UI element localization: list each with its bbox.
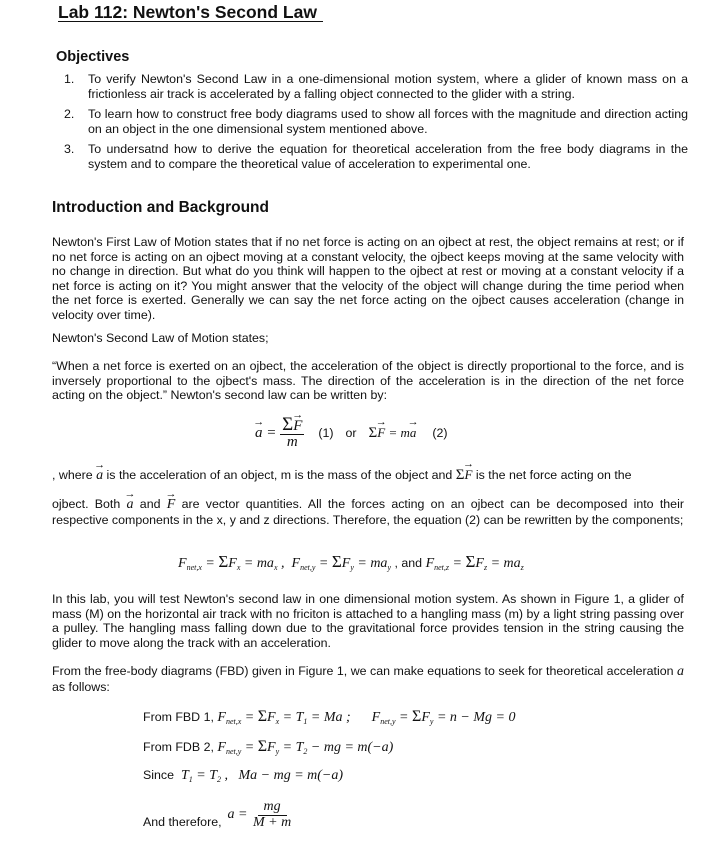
both-text-2: and xyxy=(139,497,161,511)
fdb2-label: From FDB 2, xyxy=(143,740,214,754)
objectives-list xyxy=(64,72,688,178)
equation-2: Σ→ F = m→ a xyxy=(369,426,417,441)
list-text: To undersatnd how to derive the equation for theoretical acceleration from the free body diagrams in the system and to compare the theoretical value of acceleration to experimental one. xyxy=(88,142,688,171)
fbd1-label: From FBD 1, xyxy=(143,710,214,724)
equation-1: → a = $\frac{\Sigma\to F}{m}$ xyxy=(255,418,304,449)
intro-paragraph-3: “When a net force is exerted on an ojbect, the acceleration of the object is directly proportional to the force, and is inversely proportional to the ojbect's mass. The direction of the acceleration is in the direction of the net force acting on the object.” Newton's second law can be written by: xyxy=(52,359,684,403)
where-line: , where → a is the acceleration of an object, m is the mass of the object and Σ→ F is the net force acting on the xyxy=(52,468,692,484)
intro-heading: Introduction and Background xyxy=(52,199,269,216)
both-text-3: are vector quantities. All the forces acting on an ojbect can be decomposed into their respective components in the x, y and z directions. Therefore, the equation (2) can be rewritten by the components; xyxy=(52,497,684,527)
therefore-equation: And therefore, a = $\frac{mg}{M + m}$ xyxy=(143,799,292,830)
list-number: 1. xyxy=(64,72,75,86)
list-item xyxy=(64,107,688,136)
list-text: To learn how to construct free body diagrams used to show all forces with the magnitude and direction acting on an object in the one dimensional system mentioned above. xyxy=(88,107,688,136)
objectives-heading: Objectives xyxy=(56,49,130,65)
list-item xyxy=(64,142,688,171)
component-equations: $F_{net,x} = \Sigma F_x = ma_x$ , $F_{net,y} = \Sigma F_y = ma_y$ , and $F_{net,z} = \Sigma F_z = ma_z$ xyxy=(178,552,524,572)
therefore-label: And therefore, xyxy=(143,814,222,829)
where-text-1: , where xyxy=(52,468,93,482)
intro-paragraph-1: Newton's First Law of Motion states that if no net force is acting on an ojbect at rest, the object remains at rest; or if no net force is acting on an ojbect moving at a constant velocity, the ojbect keeps moving at the same velocity with no change in direction. But what do you think will happen to the ojbect at rest or moving at a constant velocity if a net force is acting on it? You might answer that the velocity of the object will change during the time period when the net force is exerted. Generally we can say the net force acting on the ojbect causes acceleration (change in velocity over time). xyxy=(52,235,684,322)
newton-equation xyxy=(255,414,448,450)
page-title: Lab 112: Newton's Second Law xyxy=(58,5,323,22)
eq-or: or xyxy=(345,426,357,441)
both-text-1: ojbect. Both xyxy=(52,497,121,511)
fdb2-equation: From FDB 2, $F_{net,y} = \Sigma F_y = T_2$ − mg = m(−a) xyxy=(143,738,394,756)
list-text: To verify Newton's Second Law in a one-dimensional motion system, where a glider of known mass on a frictionless air track is accelerated by a falling object connected to the glider with a string. xyxy=(88,72,688,101)
and-word: , and xyxy=(394,556,423,570)
both-paragraph: ojbect. Both → a and → F are vector quantities. All the forces acting on an ojbect can be decomposed into their respective components in the x, y and z directions. Therefore, the equation (2) can be rewritten by the components; xyxy=(52,497,684,527)
p5-text-b: as follows: xyxy=(52,679,110,694)
since-equation: Since $T_1 = T_2$ , Ma − mg = m(−a) xyxy=(143,768,344,784)
intro-paragraph-2: Newton's Second Law of Motion states; xyxy=(52,331,269,345)
where-text-3: is the net force acting on the xyxy=(475,468,632,482)
where-text-2: is the acceleration of an object, m is the mass of the object and xyxy=(106,468,453,482)
intro-paragraph-4: In this lab, you will test Newton's second law in one dimensional motion system. As shown in Figure 1, a glider of mass (M) on the horizontal air track with no friciton is attached to a hangling mass (m) by a light string passing over a pulley. The hangling mass falling down due to the gravitational force provides tension in the string causing the glider to move along the track with an acceleration. xyxy=(52,592,684,650)
eq1-label: (1) xyxy=(318,426,334,441)
eq2-label: (2) xyxy=(432,426,448,441)
p5-text-a: From the free-body diagrams (FBD) given in Figure 1, we can make equations to seek for theoretical acceleration xyxy=(52,664,674,678)
intro-paragraph-5: From the free-body diagrams (FBD) given in Figure 1, we can make equations to seek for theoretical acceleration a as follows: xyxy=(52,664,684,694)
fbd1-equation: From FBD 1, $F_{net,x} = \Sigma F_x = T_1 = Ma$ ; $F_{net,y} = \Sigma F_y = n - Mg = 0$ xyxy=(143,708,516,726)
list-item xyxy=(64,72,688,101)
list-number: 2. xyxy=(64,107,75,122)
since-label: Since xyxy=(143,768,174,782)
list-number: 3. xyxy=(64,142,75,157)
